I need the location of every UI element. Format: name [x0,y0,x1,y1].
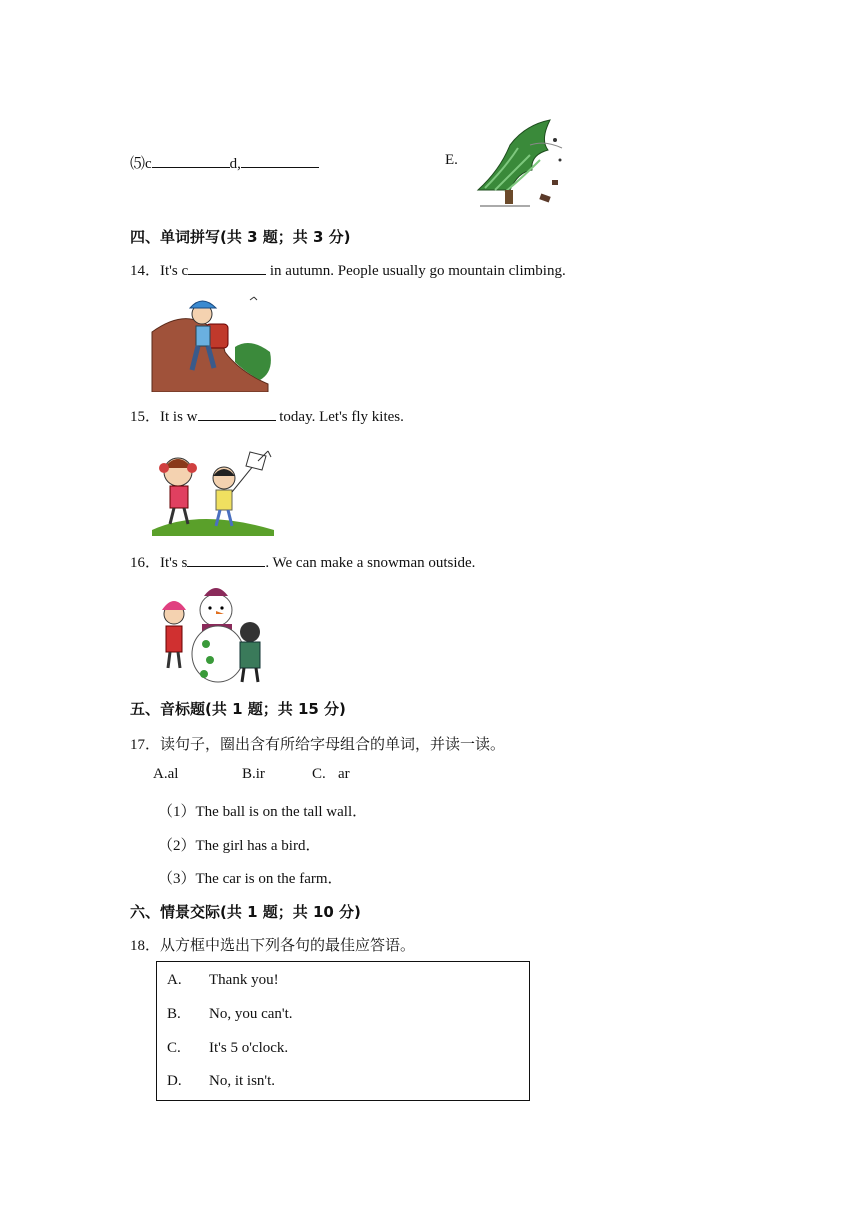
choice-a-letter: A. [167,972,182,988]
section-title-5: 五、音标题(共 1 题；共 15 分) [130,700,346,718]
q16-before: It's s [160,555,188,571]
q17-sentence-2: （2）The girl has a bird． [158,838,321,854]
q17-sentence-1: （1）The ball is on the tall wall． [158,804,368,820]
item-5-line [130,152,319,173]
choice-b-text: No, you can't. [209,1006,293,1022]
question-16 [130,551,475,572]
choice-b-letter: B. [167,1006,181,1022]
blank-5b[interactable] [241,153,319,168]
q17-option-c: C. [312,766,326,782]
choice-c-letter: C. [167,1040,181,1056]
q16-after: . We can make a snowman outside. [265,555,476,571]
section-title-6: 六、情景交际(共 1 题；共 10 分) [130,903,361,921]
q15-before: It is w [160,409,198,425]
q15-number: 15． [130,409,161,425]
q16-blank[interactable] [187,552,265,567]
q15-after: today. Let's fly kites. [275,409,404,425]
q17-prompt: 读句子，圈出含有所给字母组合的单词，并读一读。 [160,737,506,753]
option-e-label: E. [445,152,458,168]
choice-b [167,1006,293,1023]
choice-c-text: It's 5 o'clock. [209,1040,289,1056]
blank-5a[interactable] [152,153,230,168]
choice-d-text: No, it isn't. [209,1073,276,1089]
q14-after: in autumn. People usually go mountain climbing. [266,263,566,279]
question-15 [130,405,404,426]
section-title-4: 四、单词拼写(共 3 题；共 3 分) [130,228,351,246]
q18-number: 18． [130,938,161,954]
q17-option-b: B.ir [242,766,265,782]
q17-sentence-3: （3）The car is on the farm． [158,871,343,887]
choice-c [167,1040,288,1057]
q17-option-a: A.al [153,766,179,782]
choice-d [167,1073,275,1090]
question-18 [130,934,415,955]
answer-choices-box [156,961,530,1101]
q17-number: 17． [130,737,161,753]
q15-blank[interactable] [198,406,276,421]
q14-before: It's c [160,263,189,279]
choice-a [167,972,279,989]
choice-d-letter: D. [167,1073,182,1089]
q16-number: 16． [130,555,161,571]
question-17 [130,733,505,754]
question-14 [130,259,566,280]
windy-tree-icon [470,110,566,210]
q14-blank[interactable] [188,260,266,275]
item-5-mid: d, [229,156,241,172]
kids-flying-kite-icon [150,438,276,536]
q17-option-c-text: ar [338,766,350,782]
mountain-climbing-boy-icon [150,292,274,392]
q14-number: 14． [130,263,161,279]
item-5-prefix: ⑸c [130,156,152,172]
choice-a-text: Thank you! [209,972,279,988]
q18-prompt: 从方框中选出下列各句的最佳应答语。 [160,938,416,954]
kids-snowman-icon [158,582,270,686]
